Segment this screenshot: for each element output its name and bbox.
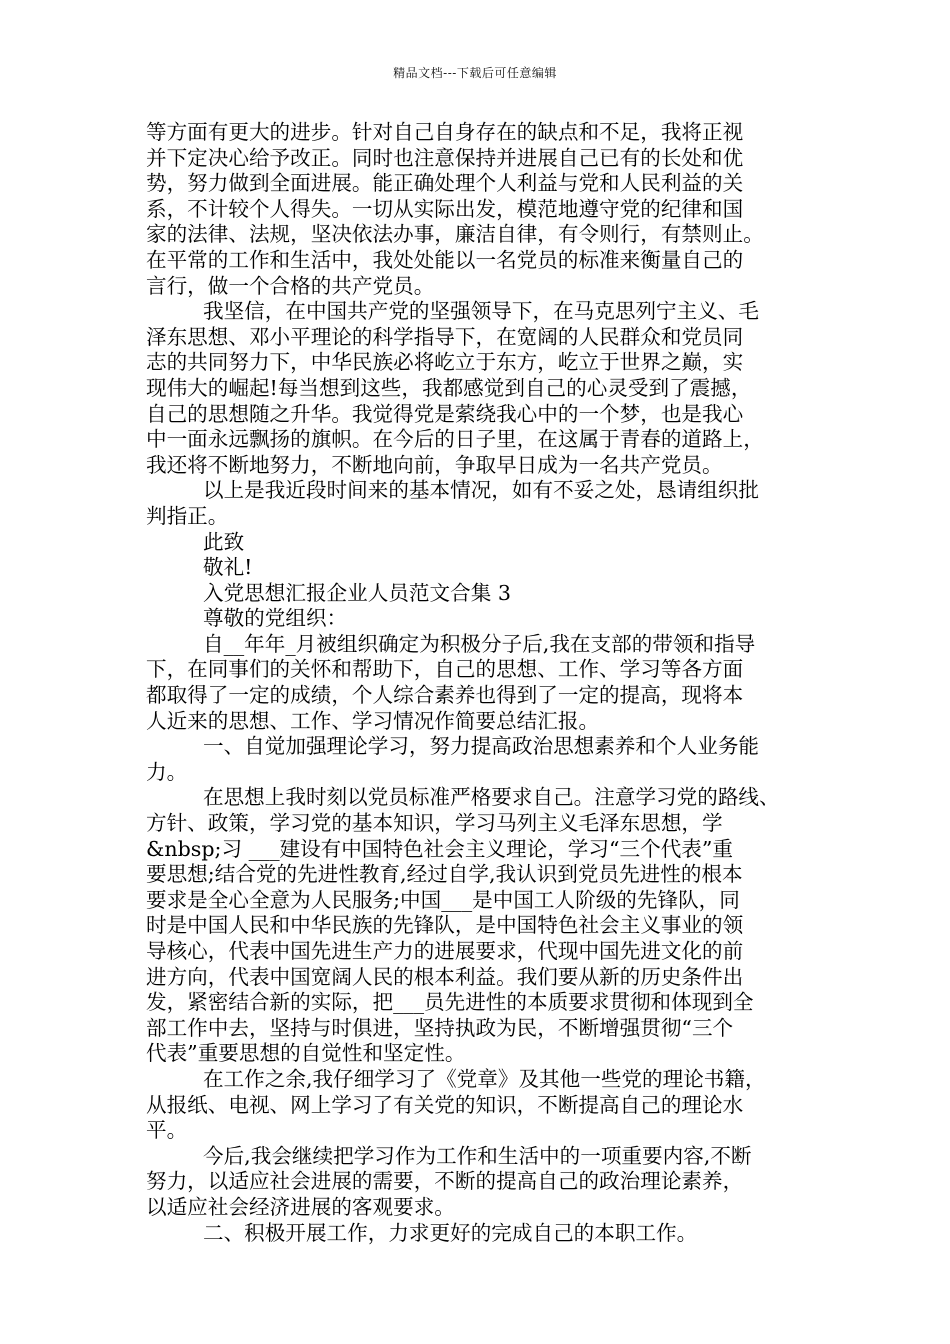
text-line: 尊敬的党组织： — [203, 606, 348, 631]
page-header: 精品文档---下载后可任意编辑 — [393, 66, 557, 80]
text-line: 以上是我近段时间来的基本情况，如有不妥之处，恳请组织批 — [203, 478, 760, 503]
text-line: 敬礼! — [203, 555, 253, 580]
text-line: 都取得了一定的成绩，个人综合素养也得到了一定的提高，现将本 — [146, 683, 744, 708]
text-line: 自己的思想随之升华。我觉得党是萦绕我心中的一个梦，也是我心 — [146, 401, 744, 426]
text-line: 入党思想汇报企业人员范文合集 3 — [203, 580, 511, 605]
text-line: 判指正。 — [146, 503, 229, 528]
text-line: 言行，做一个合格的共产党员。 — [146, 273, 435, 298]
text-line: 力。 — [146, 759, 188, 784]
text-line: &nbsp;习 ___建设有中国特色社会主义理论，学习“三个代表”重 — [146, 836, 734, 861]
text-line: 并下定决心给予改正。同时也注意保持并进展自己已有的长处和优 — [146, 145, 744, 170]
text-line: 在思想上我时刻以党员标准严格要求自己。注意学习党的路线、 — [203, 785, 780, 810]
text-line: 现伟大的崛起!每当想到这些，我都感觉到自己的心灵受到了震撼， — [146, 375, 752, 400]
text-line: 时是中国人民和中华民族的先锋队，是中国特色社会主义事业的领 — [146, 913, 744, 938]
text-line: 发，紧密结合新的实际，把___员先进性的本质要求贯彻和体现到全 — [146, 990, 754, 1015]
text-line: 方针、政策，学习党的基本知识，学习马列主义毛泽东思想，学 — [146, 811, 723, 836]
text-line: 今后,我会继续把学习作为工作和生活中的一项重要内容,不断 — [203, 1143, 752, 1168]
document-body — [146, 120, 811, 1246]
text-line: 等方面有更大的进步。针对自己自身存在的缺点和不足，我将正视 — [146, 120, 744, 144]
text-line: 我还将不断地努力，不断地向前，争取早日成为一名共产党员。 — [146, 452, 723, 477]
text-line: 部工作中去，坚持与时俱进，坚持执政为民，不断增强贯彻“三个 — [146, 1015, 734, 1040]
text-line: 要求是全心全意为人民服务;中国___是中国工人阶级的先锋队，同 — [146, 887, 740, 912]
text-line: 以适应社会经济进展的客观要求。 — [146, 1194, 455, 1219]
text-line: 系，不计较个人得失。一切从实际出发，模范地遵守党的纪律和国 — [146, 196, 744, 221]
text-line: 人近来的思想、工作、学习情况作简要总结汇报。 — [146, 708, 600, 733]
text-line: 努力，以适应社会进展的需要，不断的提高自己的政治理论素养， — [146, 1169, 744, 1194]
text-line: 一、自觉加强理论学习，努力提高政治思想素养和个人业务能 — [203, 734, 760, 759]
text-line: 下，在同事们的关怀和帮助下，自己的思想、工作、学习等各方面 — [146, 657, 744, 682]
text-line: 导核心，代表中国先进生产力的进展要求，代现中国先进文化的前 — [146, 939, 744, 963]
text-line: 家的法律、法规，坚决依法办事，廉洁自律，有令则行，有禁则止。 — [146, 222, 764, 247]
text-line: 在平常的工作和生活中，我处处能以一名党员的标准来衡量自己的 — [146, 247, 744, 272]
text-line: 要思想;结合党的先进性教育,经过自学,我认识到党员先进性的根本 — [146, 862, 743, 887]
text-line: 泽东思想、邓小平理论的科学指导下，在宽阔的人民群众和党员同 — [146, 324, 744, 349]
text-line: 平。 — [146, 1118, 188, 1143]
text-line: 二、积极开展工作，力求更好的完成自己的本职工作。 — [203, 1220, 698, 1245]
text-line: 从报纸、电视、网上学习了有关党的知识，不断提高自己的理论水 — [146, 1092, 744, 1117]
text-line: 代表”重要思想的自觉性和坚定性。 — [146, 1041, 466, 1066]
text-line: 自__年年_月被组织确定为积极分子后,我在支部的带领和指导 — [203, 631, 756, 656]
text-line: 此致 — [203, 529, 245, 554]
text-line: 势，努力做到全面进展。能正确处理个人利益与党和人民利益的关 — [146, 171, 744, 196]
text-line: 我坚信，在中国共产党的坚强领导下，在马克思列宁主义、毛 — [203, 299, 760, 324]
text-line: 中一面永远飘扬的旗帜。在今后的日子里，在这属于青春的道路上， — [146, 427, 764, 452]
text-line: 在工作之余,我仔细学习了《党章》及其他一些党的理论书籍， — [203, 1066, 766, 1091]
text-line: 志的共同努力下，中华民族必将屹立于东方，屹立于世界之巅，实 — [146, 350, 744, 375]
text-line: 进方向，代表中国宽阔人民的根本利益。我们要从新的历史条件出 — [146, 964, 744, 989]
